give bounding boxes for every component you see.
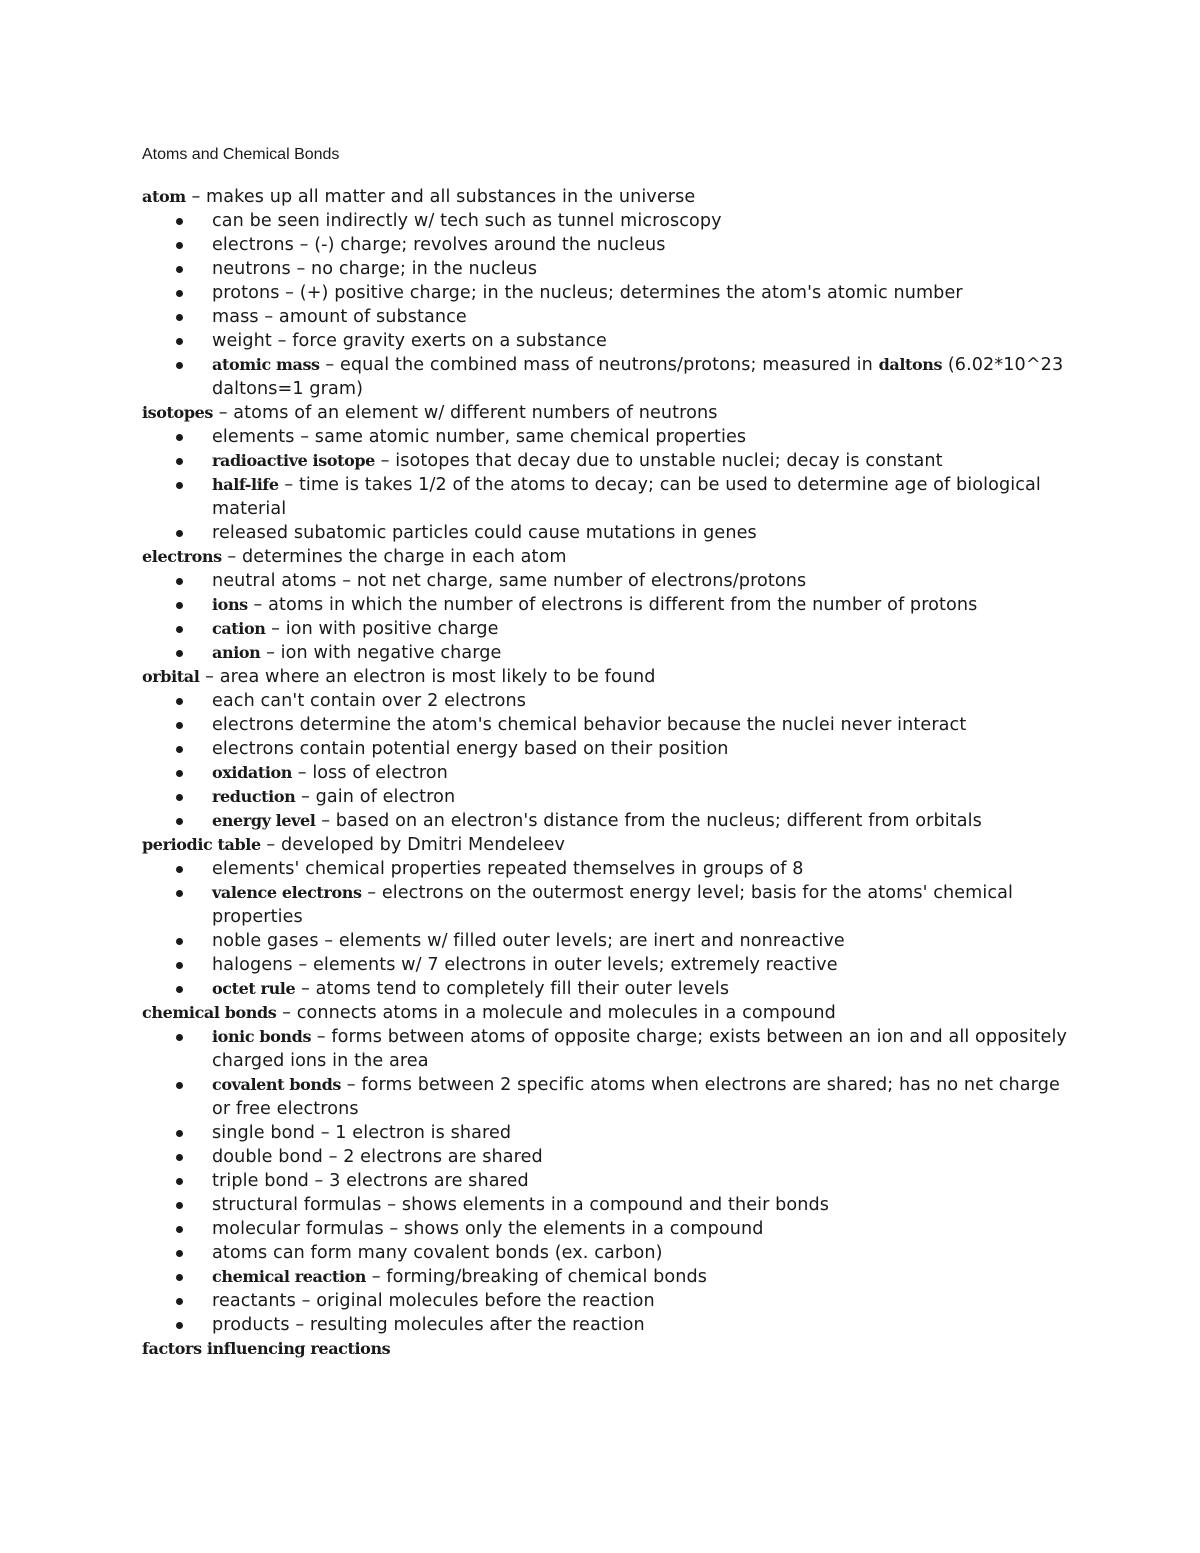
list-item [142,977,1082,1001]
list-item [142,1073,1082,1121]
item-term: ions [212,595,248,614]
bullet-icon [176,602,183,609]
item-text: – forms between atoms of opposite charge; exists between an ion and all oppositely charged ions in the area [212,1027,1067,1071]
item-term: half-life [212,475,279,494]
item-term: cation [212,619,266,638]
list-item [142,857,1082,881]
item-term: anion [212,643,261,662]
bullet-icon [176,1202,183,1209]
item-term: reduction [212,787,296,806]
bullet-icon [176,218,183,225]
bullet-icon [176,578,183,585]
bullet-icon [176,1178,183,1185]
bullet-icon [176,1322,183,1329]
item-text: neutral atoms – not net charge, same number of electrons/protons [212,571,807,591]
list-item [142,329,1082,353]
item-text: – ion with positive charge [265,619,499,639]
bullet-icon [176,746,183,753]
item-text: electrons determine the atom's chemical behavior because the nuclei never interact [212,715,967,735]
section-definition: – determines the charge in each atom [221,547,567,567]
item-term: atomic mass [212,355,320,374]
bullet-list [142,569,1082,665]
list-item [142,425,1082,449]
item-text: – atoms in which the number of electrons is different from the number of protons [247,595,978,615]
list-item [142,617,1082,641]
bullet-icon [176,938,183,945]
list-item [142,1193,1082,1217]
section-definition: – atoms of an element w/ different numbers of neutrons [213,403,718,423]
bullet-icon [176,530,183,537]
section-term: electrons [142,547,222,566]
bullet-icon [176,866,183,873]
section-block [142,401,1082,545]
item-text: can be seen indirectly w/ tech such as tunnel microscopy [212,211,722,231]
list-item [142,305,1082,329]
bullet-icon [176,962,183,969]
list-item [142,569,1082,593]
list-item [142,737,1082,761]
section-heading [142,833,1082,857]
bullet-list [142,1025,1082,1337]
item-term: energy level [212,811,316,830]
item-text: structural formulas – shows elements in a compound and their bonds [212,1195,830,1215]
item-term: valence electrons [212,883,362,902]
item-text: protons – (+) positive charge; in the nucleus; determines the atom's atomic number [212,283,963,303]
bullet-icon [176,266,183,273]
item-term: covalent bonds [212,1075,342,1094]
section-definition: – connects atoms in a molecule and molecules in a compound [276,1003,836,1023]
bullet-icon [176,698,183,705]
section-term: chemical bonds [142,1003,277,1022]
item-text: noble gases – elements w/ filled outer levels; are inert and nonreactive [212,931,845,951]
list-item [142,1313,1082,1337]
item-term: chemical reaction [212,1267,367,1286]
list-item [142,1241,1082,1265]
list-item [142,1217,1082,1241]
bullet-icon [176,1274,183,1281]
item-text: double bond – 2 electrons are shared [212,1147,543,1167]
list-item [142,881,1082,929]
bullet-icon [176,890,183,897]
section-term: periodic table [142,835,261,854]
section-heading [142,665,1082,689]
list-item [142,281,1082,305]
section-term: orbital [142,667,200,686]
item-term: ionic bonds [212,1027,312,1046]
list-item [142,809,1082,833]
list-item [142,1025,1082,1073]
item-text: released subatomic particles could cause mutations in genes [212,523,757,543]
bullet-icon [176,482,183,489]
section-block [142,1337,1082,1361]
list-item [142,1265,1082,1289]
item-term: oxidation [212,763,293,782]
section-heading [142,1001,1082,1025]
item-text: electrons – (-) charge; revolves around the nucleus [212,235,666,255]
document-page [142,143,1082,1361]
section-definition: – makes up all matter and all substances in the universe [185,187,696,207]
list-item [142,785,1082,809]
section-block [142,545,1082,665]
list-item [142,257,1082,281]
section-heading [142,545,1082,569]
section-block [142,1001,1082,1337]
bullet-icon [176,650,183,657]
item-text: – forms between 2 specific atoms when electrons are shared; has no net charge or free electrons [212,1075,1060,1119]
bullet-icon [176,722,183,729]
item-text: products – resulting molecules after the reaction [212,1315,645,1335]
bullet-icon [176,338,183,345]
bullet-icon [176,794,183,801]
item-text: – forming/breaking of chemical bonds [366,1267,708,1287]
item-text: electrons contain potential energy based on their position [212,739,729,759]
item-text: atoms can form many covalent bonds (ex. carbon) [212,1243,663,1263]
item-text: halogens – elements w/ 7 electrons in outer levels; extremely reactive [212,955,838,975]
bullet-icon [176,1034,183,1041]
item-text: triple bond – 3 electrons are shared [212,1171,529,1191]
item-text: – atoms tend to completely fill their outer levels [295,979,730,999]
list-item [142,1169,1082,1193]
list-item [142,953,1082,977]
section-term: atom [142,187,186,206]
section-definition: – area where an electron is most likely to be found [199,667,656,687]
list-item [142,1121,1082,1145]
list-item [142,689,1082,713]
item-text: elements' chemical properties repeated themselves in groups of 8 [212,859,804,879]
item-term: octet rule [212,979,296,998]
bullet-list [142,425,1082,545]
bullet-icon [176,770,183,777]
item-text: (6.02*10^23 daltons=1 gram) [212,355,1064,399]
item-text: – loss of electron [292,763,448,783]
item-term: radioactive isotope [212,451,375,470]
bullet-icon [176,1082,183,1089]
list-item [142,209,1082,233]
section-term: factors influencing reactions [142,1339,391,1358]
item-term: daltons [878,355,943,374]
item-text: mass – amount of substance [212,307,467,327]
section-block [142,665,1082,833]
list-item [142,233,1082,257]
section-heading [142,185,1082,209]
section-heading [142,1337,1082,1361]
bullet-icon [176,314,183,321]
bullet-list [142,857,1082,1001]
item-text: – based on an electron's distance from the nucleus; different from orbitals [315,811,982,831]
bullet-icon [176,1250,183,1257]
list-item [142,1289,1082,1313]
item-text: – electrons on the outermost energy level; basis for the atoms' chemical properties [212,883,1014,927]
item-text: reactants – original molecules before the reaction [212,1291,655,1311]
bullet-icon [176,458,183,465]
bullet-icon [176,242,183,249]
item-text: neutrons – no charge; in the nucleus [212,259,538,279]
item-text: each can't contain over 2 electrons [212,691,527,711]
list-item [142,473,1082,521]
section-definition: – developed by Dmitri Mendeleev [260,835,566,855]
list-item [142,449,1082,473]
bullet-icon [176,626,183,633]
list-item [142,1145,1082,1169]
bullet-list [142,209,1082,401]
list-item [142,929,1082,953]
section-term: isotopes [142,403,213,422]
bullet-icon [176,434,183,441]
item-text: – equal the combined mass of neutrons/protons; measured in [319,355,879,375]
bullet-icon [176,1226,183,1233]
notes-body [142,185,1082,1361]
item-text: – isotopes that decay due to unstable nuclei; decay is constant [374,451,943,471]
item-text: – time is takes 1/2 of the atoms to decay; can be used to determine age of biological material [212,475,1041,519]
section-block [142,833,1082,1001]
bullet-icon [176,1130,183,1137]
bullet-icon [176,1298,183,1305]
bullet-icon [176,818,183,825]
bullet-icon [176,1154,183,1161]
item-text: – gain of electron [295,787,456,807]
list-item [142,593,1082,617]
list-item [142,521,1082,545]
item-text: weight – force gravity exerts on a substance [212,331,607,351]
bullet-icon [176,290,183,297]
list-item [142,761,1082,785]
list-item [142,713,1082,737]
bullet-list [142,689,1082,833]
section-heading [142,401,1082,425]
bullet-icon [176,362,183,369]
list-item [142,353,1082,401]
item-text: elements – same atomic number, same chemical properties [212,427,747,447]
section-block [142,185,1082,401]
document-title: Atoms and Chemical Bonds [142,146,340,163]
item-text: – ion with negative charge [260,643,502,663]
item-text: molecular formulas – shows only the elements in a compound [212,1219,764,1239]
list-item [142,641,1082,665]
bullet-icon [176,986,183,993]
item-text: single bond – 1 electron is shared [212,1123,512,1143]
